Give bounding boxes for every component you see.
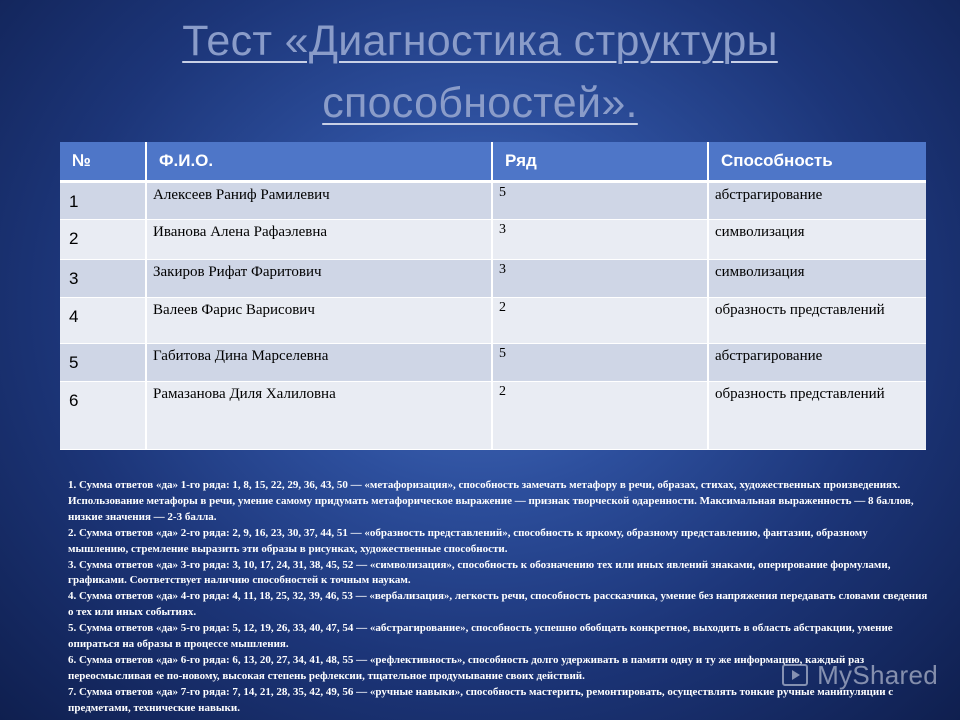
play-slide-icon [781,661,811,691]
table-row [60,382,926,450]
table-row [60,344,926,382]
cell-row: 3 [492,220,708,260]
table-row [60,298,926,344]
cell-number: 2 [60,220,146,260]
note-paragraph: 7. Сумма ответов «да» 7-го ряда: 7, 14, 21, 28, 35, 42, 49, 56 — «ручные навыки», способность мастерить, ремонтировать, осуществлять тонкие ручные манипуляции с предметами, технические навыки. [68,685,894,714]
header-ability: Способность [708,142,926,182]
cell-number: 5 [60,344,146,382]
cell-ability: символизация [708,220,926,260]
cell-name: Закиров Рифат Фаритович [146,260,492,298]
results-table [60,142,926,450]
cell-name: Рамазанова Диля Халиловна [146,382,492,450]
cell-number: 6 [60,382,146,450]
note-paragraph: 3. Сумма ответов «да» 3-го ряда: 3, 10, 17, 24, 31, 38, 45, 52 — «символизация», способность к обозначению тех или иных явлений знаками, оперирование формулами, графиками. Соответствует наличию способностей к точным наукам. [68,558,891,587]
cell-ability: абстрагирование [708,182,926,220]
note-paragraph: 4. Сумма ответов «да» 4-го ряда: 4, 11, 18, 25, 32, 39, 46, 53 — «вербализация», легкость речи, способность рассказчика, умение без напряжения передавать словами сведения о тех или иных событиях. [68,590,928,619]
cell-number: 4 [60,298,146,344]
cell-row: 2 [492,382,708,450]
slide-title-line-2: способностей». [322,79,638,127]
results-table-container [60,142,926,450]
watermark [781,660,938,691]
cell-ability: символизация [708,260,926,298]
header-name: Ф.И.О. [146,142,492,182]
cell-name: Иванова Алена Рафаэлевна [146,220,492,260]
cell-row: 2 [492,298,708,344]
cell-number: 3 [60,260,146,298]
cell-row: 3 [492,260,708,298]
cell-ability: образность представлений [708,382,926,450]
note-paragraph: 6. Сумма ответов «да» 6-го ряда: 6, 13, 20, 27, 34, 41, 48, 55 — «рефлективность», способность долго удерживать в памяти одну и ту же информацию, каждый раз переосмысливая ее по-новому, высокая степень рефлексии, тщательное продумывание своих действий. [68,653,865,682]
cell-name: Валеев Фарис Варисович [146,298,492,344]
table-row [60,182,926,220]
table-header-row [60,142,926,182]
cell-ability: абстрагирование [708,344,926,382]
note-paragraph: 5. Сумма ответов «да» 5-го ряда: 5, 12, 19, 26, 33, 40, 47, 54 — «абстрагирование», способность успешно обобщать конкретное, выходить в область абстракции, умение опираться на образы в процессе мышления. [68,622,893,651]
cell-row: 5 [492,182,708,220]
header-number: № [60,142,146,182]
watermark-text: MyShared [817,660,938,690]
note-paragraph: 1. Сумма ответов «да» 1-го ряда: 1, 8, 15, 22, 29, 36, 43, 50 — «метафоризация», способность замечать метафору в речи, образах, стихах, художественных произведениях. Использование метафоры в речи, умение самому придумать метафорическое выражение — признак творческой одаренности. Максимальная выраженность — 8 баллов, низкие значения — 2-3 балла. [68,479,914,523]
header-row: Ряд [492,142,708,182]
note-paragraph: 2. Сумма ответов «да» 2-го ряда: 2, 9, 16, 23, 30, 37, 44, 51 — «образность представлений», способность к яркому, образному представлению, фантазии, образному мышлению, стремление выразить эти образы в рисунках, художественные способности. [68,526,868,555]
cell-number: 1 [60,182,146,220]
cell-name: Габитова Дина Марселевна [146,344,492,382]
table-row [60,260,926,298]
table-row [60,220,926,260]
cell-row: 5 [492,344,708,382]
cell-ability: образность представлений [708,298,926,344]
slide-title-line-1: Тест «Диагностика структуры [182,17,778,65]
cell-name: Алексеев Раниф Рамилевич [146,182,492,220]
slide-title [100,10,860,134]
